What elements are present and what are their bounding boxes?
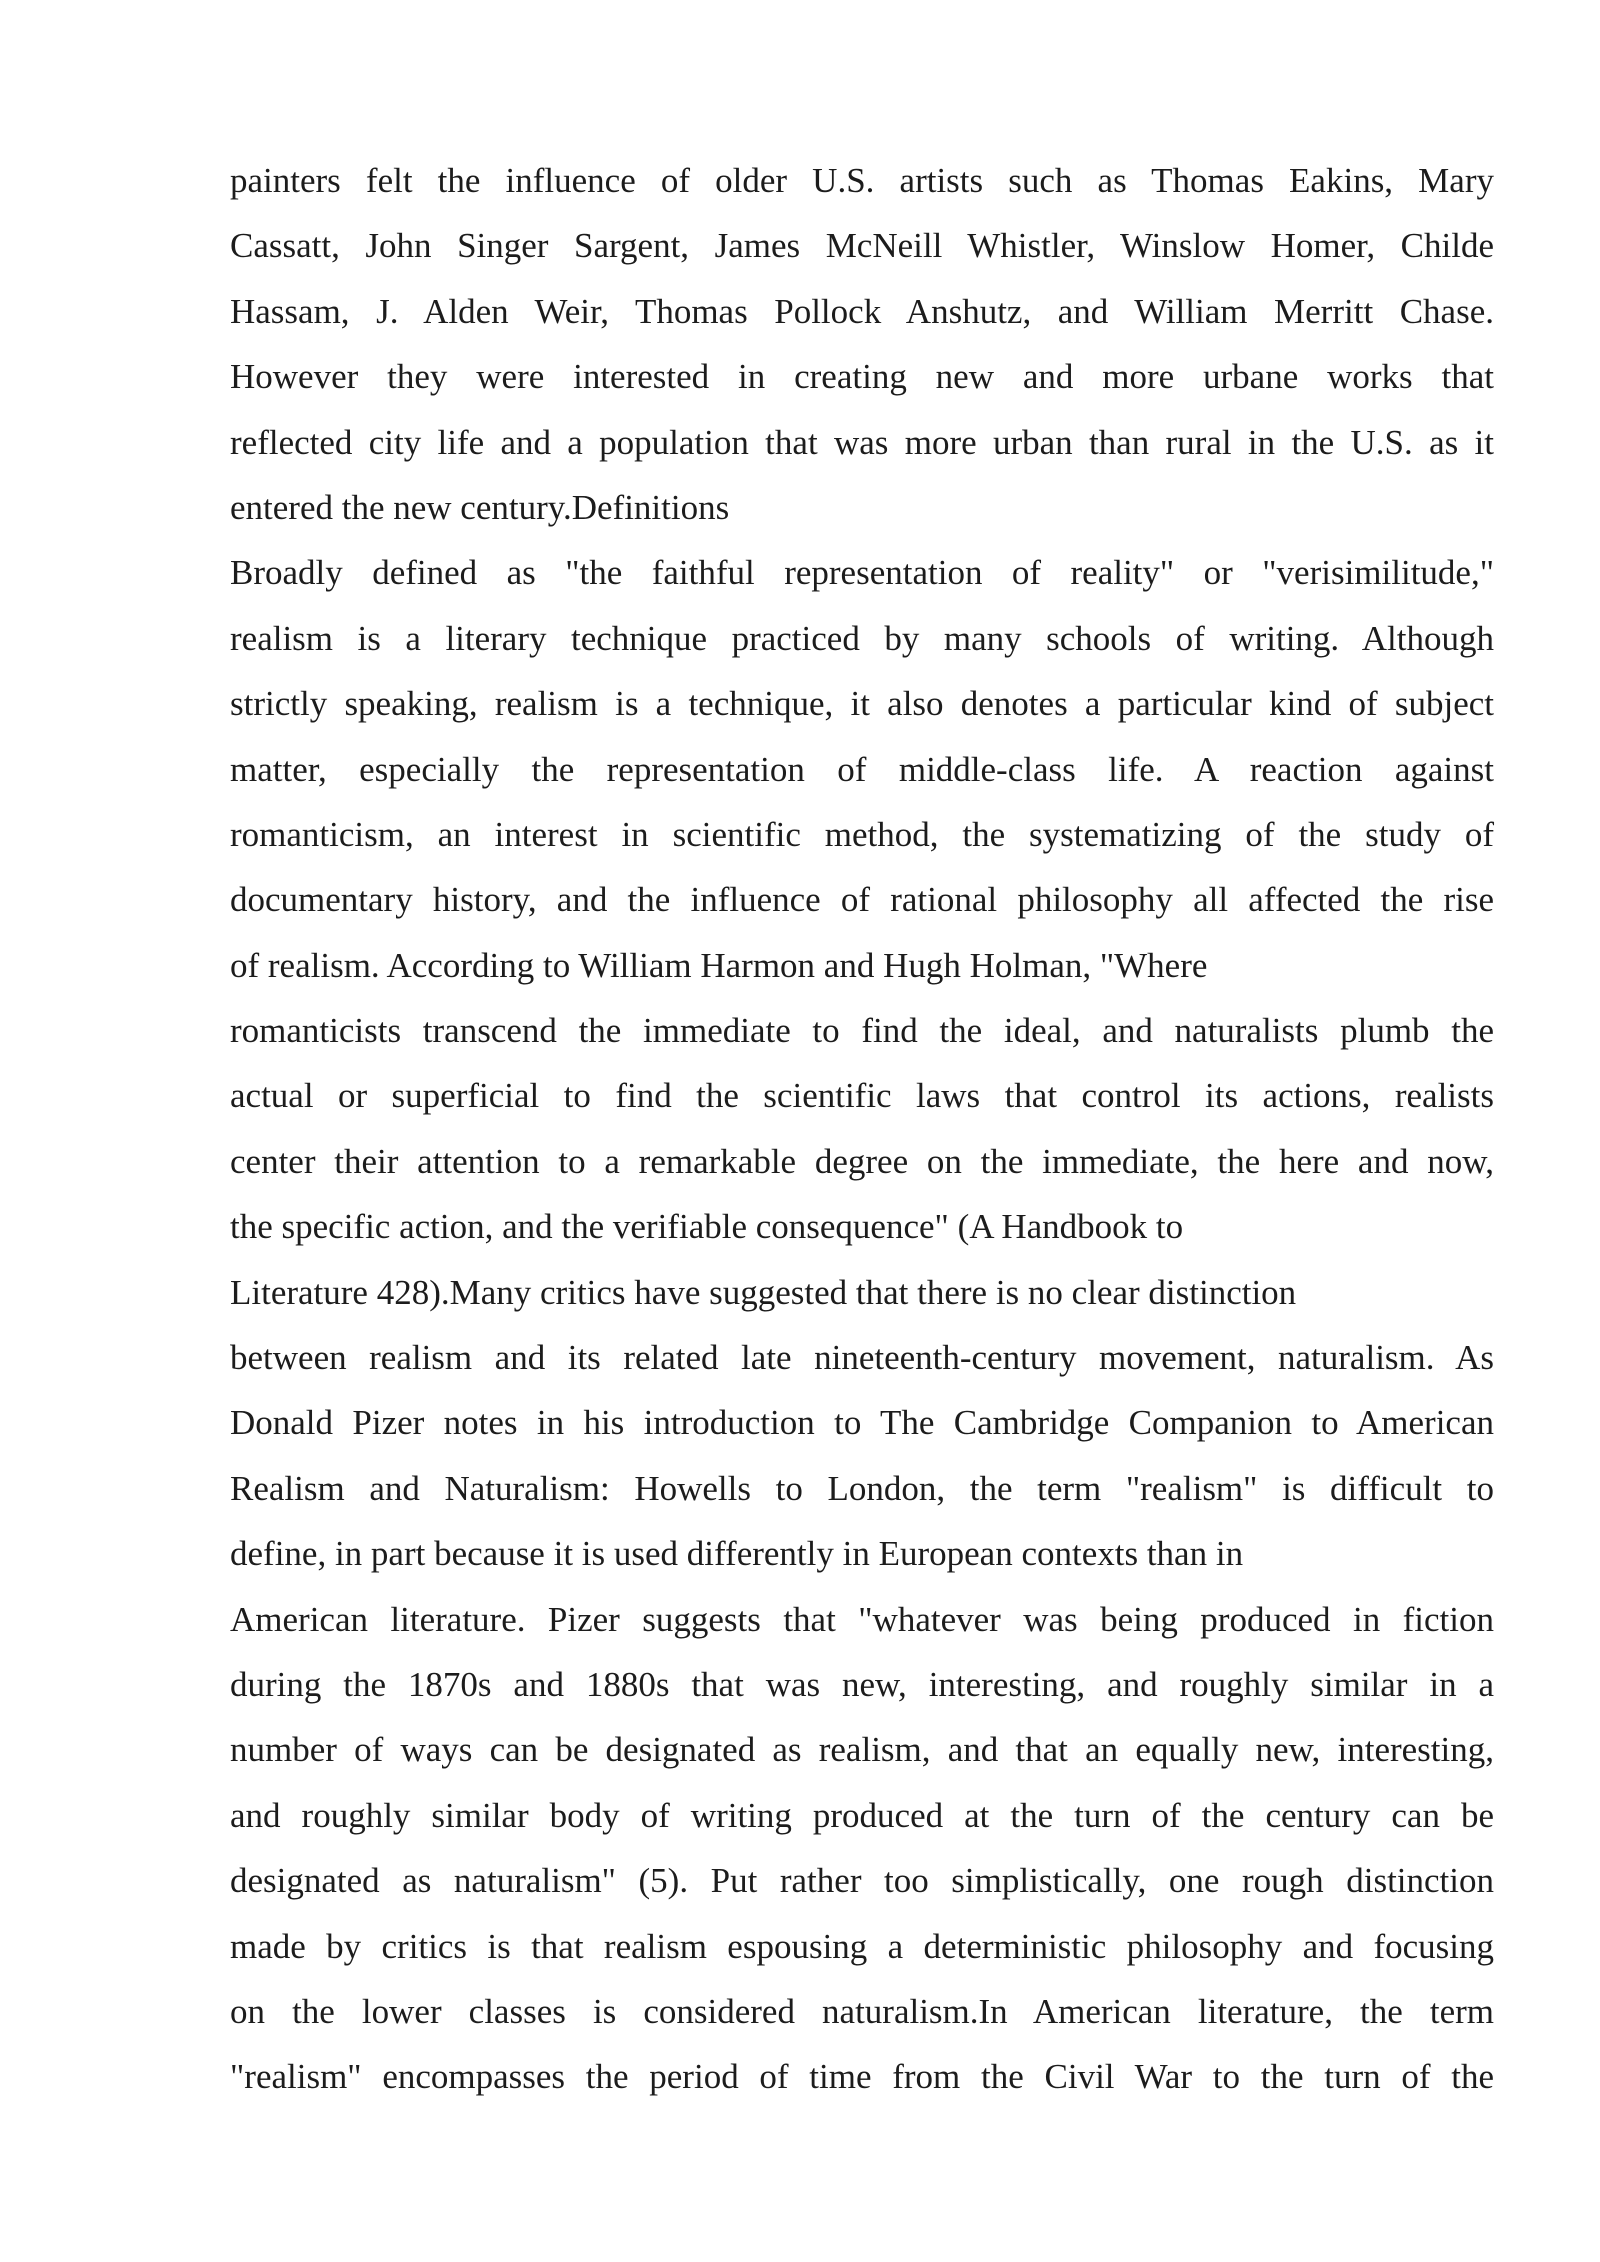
text-line: romanticists transcend the immediate to find the ideal, and naturalists plumb the: [230, 1011, 1494, 1051]
text-line: strictly speaking, realism is a technique, it also denotes a particular kind of subject: [230, 684, 1494, 724]
text-line: American literature. Pizer suggests that "whatever was being produced in fiction: [230, 1599, 1494, 1639]
text-line: the specific action, and the verifiable consequence" (A Handbook to: [230, 1207, 1184, 1247]
text-line: entered the new century.Definitions: [230, 487, 730, 527]
text-line: Broadly defined as "the faithful representation of reality" or "verisimilitude,": [230, 553, 1494, 593]
text-line: Donald Pizer notes in his introduction to The Cambridge Companion to American: [230, 1403, 1494, 1443]
text-line: of realism. According to William Harmon and Hugh Holman, "Where: [230, 945, 1208, 985]
text-line: designated as naturalism" (5). Put rather too simplistically, one rough distinction: [230, 1861, 1494, 1901]
text-line: number of ways can be designated as realism, and that an equally new, interesting,: [230, 1730, 1494, 1770]
text-line: Literature 428).Many critics have suggested that there is no clear distinction: [230, 1272, 1297, 1312]
text-line: Realism and Naturalism: Howells to London, the term "realism" is difficult to: [230, 1468, 1494, 1508]
body-text: [230, 148, 1494, 2110]
text-line: Hassam, J. Alden Weir, Thomas Pollock Anshutz, and William Merritt Chase.: [230, 291, 1494, 331]
text-line: painters felt the influence of older U.S. artists such as Thomas Eakins, Mary: [230, 161, 1494, 200]
text-line: actual or superficial to find the scientific laws that control its actions, realists: [230, 1076, 1494, 1116]
text-line: documentary history, and the influence of rational philosophy all affected the rise: [230, 880, 1494, 920]
text-line: made by critics is that realism espousing a deterministic philosophy and focusing: [230, 1926, 1494, 1966]
text-line: Cassatt, John Singer Sargent, James McNeill Whistler, Winslow Homer, Childe: [230, 226, 1494, 266]
text-line: However they were interested in creating new and more urbane works that: [230, 357, 1494, 397]
text-line: define, in part because it is used differently in European contexts than in: [230, 1534, 1244, 1574]
text-line: "realism" encompasses the period of time from the Civil War to the turn of the: [230, 2057, 1494, 2097]
text-line: romanticism, an interest in scientific method, the systematizing of the study of: [230, 814, 1494, 854]
text-line: during the 1870s and 1880s that was new, interesting, and roughly similar in a: [230, 1664, 1494, 1704]
text-line: and roughly similar body of writing produced at the turn of the century can be: [230, 1795, 1494, 1835]
text-line: center their attention to a remarkable degree on the immediate, the here and now,: [230, 1141, 1494, 1181]
text-line: matter, especially the representation of middle-class life. A reaction against: [230, 749, 1494, 789]
text-line: on the lower classes is considered naturalism.In American literature, the term: [230, 1991, 1494, 2031]
text-line: between realism and its related late nineteenth-century movement, naturalism. As: [230, 1338, 1494, 1378]
text-line: reflected city life and a population that was more urban than rural in the U.S. as it: [230, 422, 1494, 462]
text-line: realism is a literary technique practiced by many schools of writing. Although: [230, 618, 1494, 658]
